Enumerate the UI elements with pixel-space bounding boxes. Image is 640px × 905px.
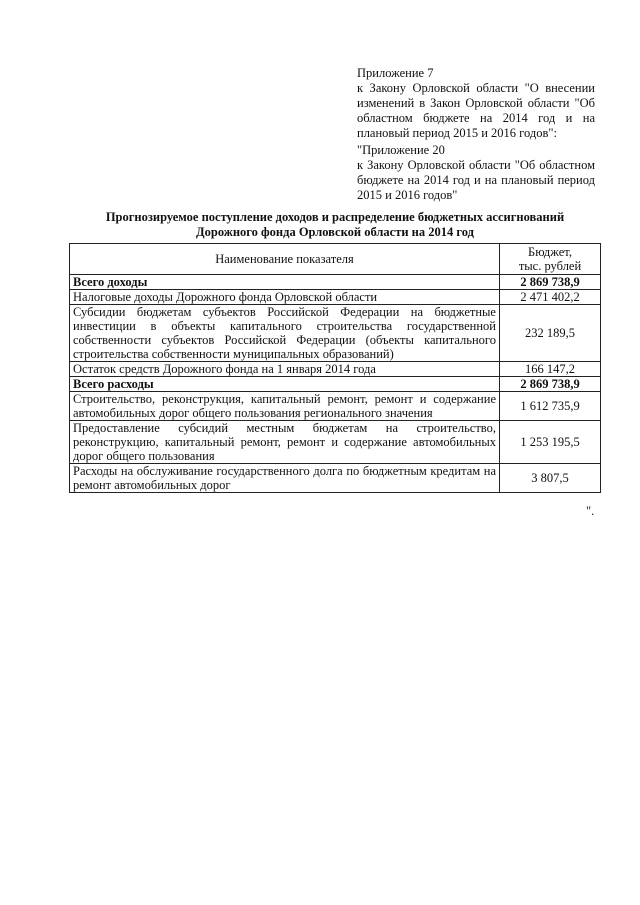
budget-table (69, 243, 601, 493)
row-value: 166 147,2 (500, 362, 601, 377)
row-value: 1 612 735,9 (500, 392, 601, 421)
column-header-name: Наименование показателя (70, 244, 500, 275)
table-header-row (70, 244, 601, 275)
appendix-7-title: Приложение 7 (357, 66, 434, 80)
row-name: Субсидии бюджетам субъектов Российской Федерации на бюджетные инвестиции в объекты капитального строительства государственной собственности субъектов Российской Федерации (объекты капитального строительства собственности муниципальных образований) (70, 305, 500, 362)
table-row (70, 275, 601, 290)
row-value: 2 869 738,9 (500, 377, 601, 392)
row-value: 1 253 195,5 (500, 421, 601, 464)
appendix-20-header (357, 143, 595, 203)
appendix-7-text: к Закону Орловской области "О внесении изменений в Закон Орловской области "Об областном бюджете на 2014 год и на плановый период 2015 и 2016 годов": (357, 81, 595, 140)
row-value: 2 869 738,9 (500, 275, 601, 290)
table-row (70, 377, 601, 392)
document-title (70, 210, 600, 240)
column-header-budget-line-2: тыс. рублей (518, 259, 582, 273)
table-row (70, 305, 601, 362)
appendix-7-header (357, 66, 595, 141)
row-value: 2 471 402,2 (500, 290, 601, 305)
row-name: Остаток средств Дорожного фонда на 1 января 2014 года (70, 362, 500, 377)
row-value: 3 807,5 (500, 464, 601, 493)
table-row (70, 464, 601, 493)
table-row (70, 392, 601, 421)
column-header-budget (500, 244, 601, 275)
closing-quote-mark: ". (586, 504, 595, 518)
row-name: Всего расходы (70, 377, 500, 392)
document-title-line-2: Дорожного фонда Орловской области на 2014 год (196, 225, 474, 239)
table-row (70, 290, 601, 305)
row-name: Предоставление субсидий местным бюджетам на строительство, реконструкцию, капитальный ремонт, ремонт и содержание автомобильных дорог общего пользования (70, 421, 500, 464)
appendix-20-title: "Приложение 20 (357, 143, 445, 157)
row-name: Всего доходы (70, 275, 500, 290)
table-row (70, 421, 601, 464)
row-value: 232 189,5 (500, 305, 601, 362)
column-header-budget-line-1: Бюджет, (528, 245, 572, 259)
row-name: Строительство, реконструкция, капитальный ремонт, ремонт и содержание автомобильных дорог общего пользования регионального значения (70, 392, 500, 421)
table-row (70, 362, 601, 377)
row-name: Налоговые доходы Дорожного фонда Орловской области (70, 290, 500, 305)
document-title-line-1: Прогнозируемое поступление доходов и распределение бюджетных ассигнований (105, 210, 565, 224)
row-name: Расходы на обслуживание государственного долга по бюджетным кредитам на ремонт автомобильных дорог (70, 464, 500, 493)
appendix-20-text: к Закону Орловской области "Об областном бюджете на 2014 год и на плановый период 2015 и 2016 годов" (357, 158, 595, 202)
